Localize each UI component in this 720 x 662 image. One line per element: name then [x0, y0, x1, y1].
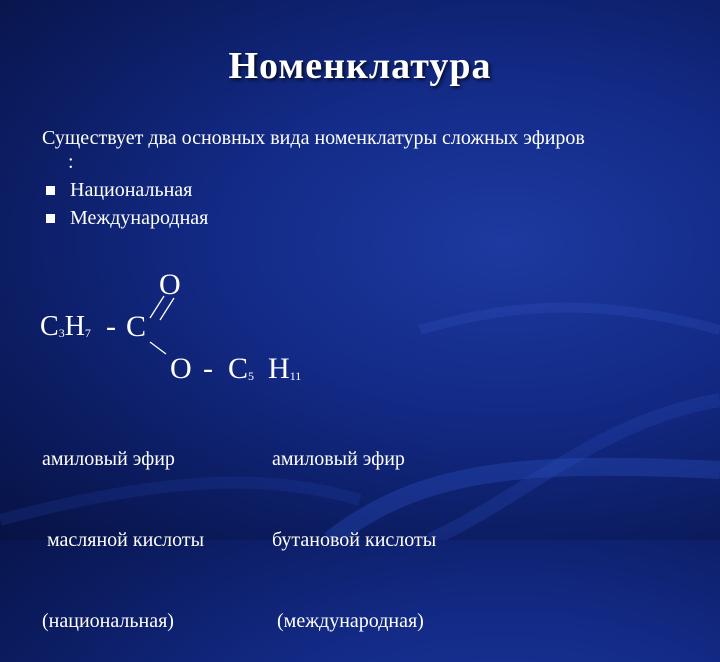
- formula-sub-11: 11: [289, 369, 302, 383]
- formula-h: H: [64, 311, 85, 342]
- formula-sub-3: 3: [58, 326, 65, 340]
- formula-oxygen-double: O: [159, 268, 181, 301]
- formula-amyl-group: [228, 354, 301, 391]
- formula-dash-1: -: [106, 310, 116, 343]
- formula-sub-5: 5: [248, 369, 255, 383]
- formula-h11: H: [268, 352, 290, 385]
- caption-line: бутановой кислоты: [272, 529, 437, 551]
- bullet-label: Международная: [70, 207, 209, 229]
- caption-line: (международная): [272, 610, 424, 632]
- single-bond-line: [150, 342, 166, 354]
- bullet-label: Национальная: [70, 179, 193, 201]
- formula-c: C: [40, 311, 59, 342]
- formula-oxygen-ester: O: [170, 352, 192, 385]
- formula-carbon: C: [126, 310, 147, 343]
- caption-line: (национальная): [42, 610, 174, 632]
- caption-international: [272, 392, 436, 662]
- intro-sentence: Существует два основных вида номенклатуры сложных эфиров: [42, 127, 585, 149]
- intro-colon: :: [68, 151, 74, 173]
- caption-line: масляной кислоты: [42, 529, 205, 551]
- caption-line: амиловый эфир: [42, 448, 175, 470]
- formula-dash-2: -: [203, 352, 213, 385]
- formula-propyl-group: [40, 312, 91, 348]
- slide-title: Номенклатура: [228, 45, 492, 87]
- caption-national: [42, 392, 204, 662]
- formula-sub-7: 7: [84, 326, 91, 340]
- caption-line: амиловый эфир: [272, 448, 405, 470]
- formula-c5: C: [228, 352, 249, 385]
